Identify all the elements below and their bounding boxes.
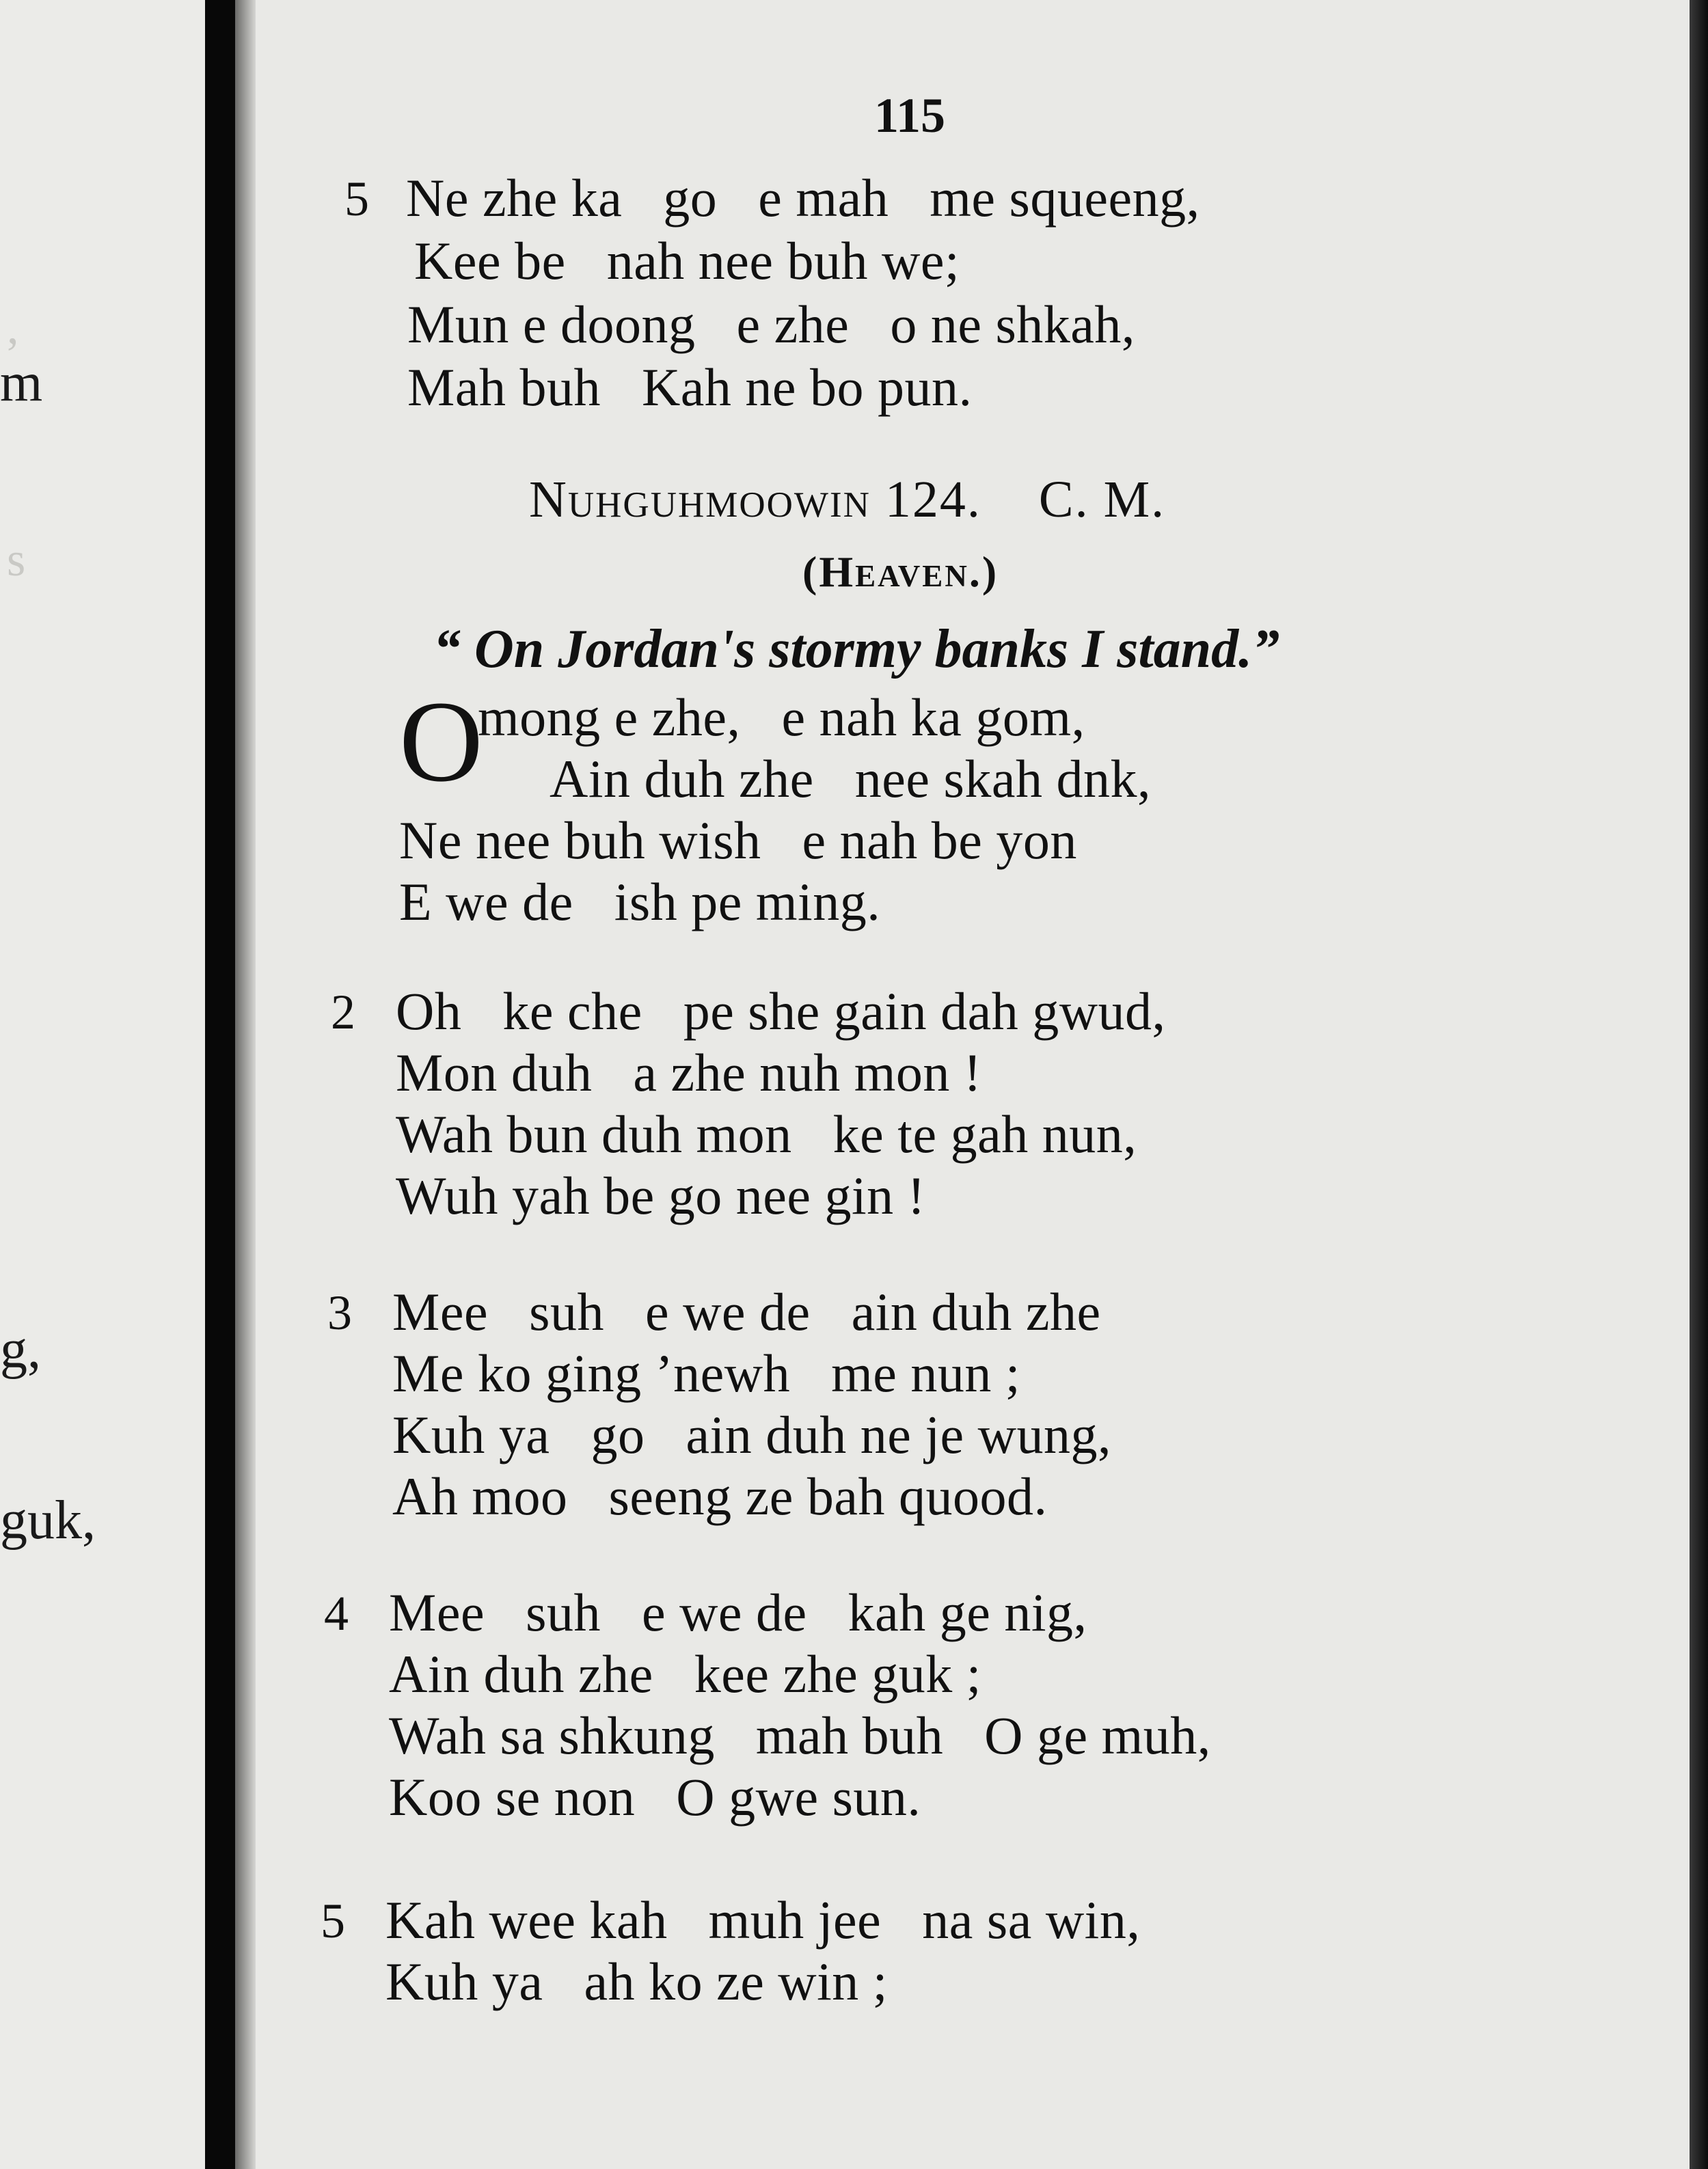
left-fragment: g, bbox=[0, 1320, 41, 1380]
hymn-meter: C. M. bbox=[1038, 471, 1166, 528]
verse-line: Me ko ging ’newh me nun ; bbox=[392, 1343, 1021, 1403]
verse-line: Ain duh zhe nee skah dnk, bbox=[550, 749, 1151, 808]
verse-line: mong e zhe, e nah ka gom, bbox=[478, 687, 1085, 747]
hymn-heading bbox=[529, 470, 1165, 530]
left-fragment: m bbox=[0, 353, 43, 413]
verse-line: Mee suh e we de ain duh zhe bbox=[392, 1282, 1101, 1341]
left-facing-page bbox=[0, 0, 205, 2169]
gutter-shadow bbox=[235, 0, 256, 2169]
verse-line: E we de ish pe ming. bbox=[399, 872, 881, 931]
tune-name: “ On Jordan's stormy banks I stand.” bbox=[433, 619, 1280, 679]
verse-number: 5 bbox=[321, 1894, 345, 1948]
page-number: 115 bbox=[874, 88, 946, 143]
verse-line: Kuh ya go ain duh ne je wung, bbox=[392, 1405, 1111, 1464]
verse-line: Mah buh Kah ne bo pun. bbox=[407, 357, 973, 417]
verse-number: 5 bbox=[344, 172, 369, 226]
verse-line: Kah wee kah muh jee na sa win, bbox=[385, 1890, 1141, 1950]
drop-cap: O bbox=[399, 677, 483, 806]
verse-line: Mee suh e we de kah ge nig, bbox=[389, 1583, 1087, 1642]
verse-line: Kee be nah nee buh we; bbox=[414, 231, 960, 290]
verse-line: Kuh ya ah ko ze win ; bbox=[385, 1952, 888, 2011]
hymn-subtitle: (Heaven.) bbox=[802, 547, 999, 596]
book-page bbox=[256, 0, 1690, 2169]
verse-line: Koo se non O gwe sun. bbox=[389, 1767, 921, 1827]
page-content bbox=[256, 0, 1690, 2169]
verse-line: Wah sa shkung mah buh O ge muh, bbox=[389, 1706, 1211, 1765]
verse-line: Ain duh zhe kee zhe guk ; bbox=[389, 1644, 981, 1704]
book-gutter bbox=[205, 0, 235, 2169]
page-right-edge bbox=[1690, 0, 1708, 2169]
hymn-title: Nuhguhmoowin bbox=[529, 471, 871, 528]
verse-number: 2 bbox=[331, 985, 355, 1039]
verse-line: Ah moo seeng ze bah quood. bbox=[392, 1467, 1048, 1526]
verse-line: Mun e doong e zhe o ne shkah, bbox=[407, 295, 1135, 354]
verse-line: Wah bun duh mon ke te gah nun, bbox=[396, 1104, 1137, 1164]
verse-line: Oh ke che pe she gain dah gwud, bbox=[396, 981, 1166, 1041]
left-fragment: guk, bbox=[0, 1490, 96, 1551]
verse-line: Wuh yah be go nee gin ! bbox=[396, 1166, 926, 1225]
verse-line: Mon duh a zhe nuh mon ! bbox=[396, 1043, 982, 1102]
left-bleed: s bbox=[7, 534, 26, 586]
verse-number: 4 bbox=[324, 1586, 349, 1641]
hymn-number: 124. bbox=[884, 471, 981, 528]
verse-line: Ne zhe ka go e mah me squeeng, bbox=[406, 168, 1200, 228]
verse-line: Ne nee buh wish e nah be yon bbox=[399, 810, 1077, 870]
left-bleed: , bbox=[7, 301, 19, 354]
verse-number: 3 bbox=[327, 1285, 352, 1340]
